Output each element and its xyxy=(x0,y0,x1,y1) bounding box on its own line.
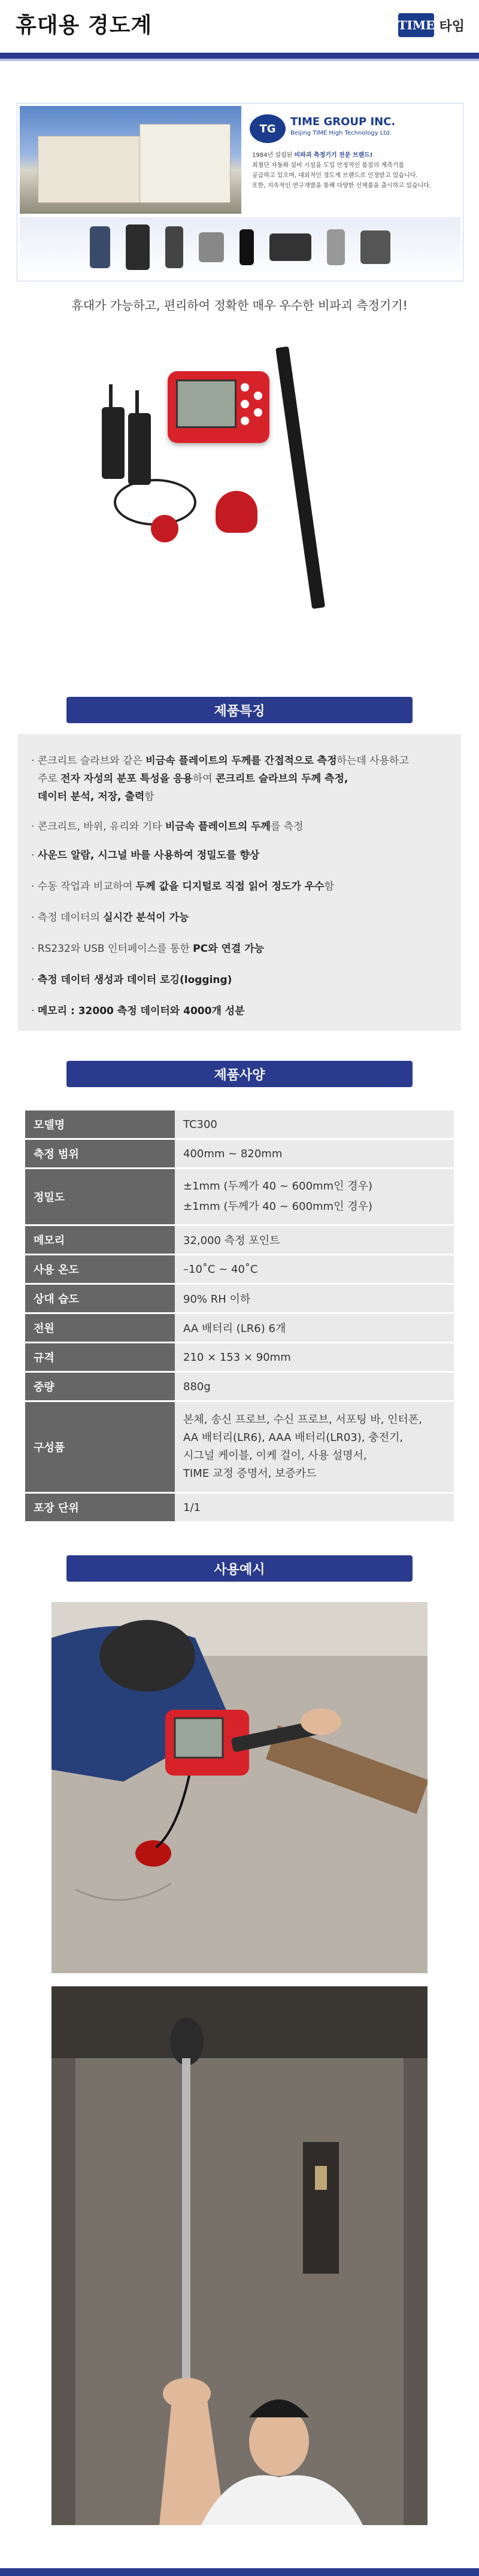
table-row: 규격 210 × 153 × 90mm xyxy=(25,1343,454,1371)
brand xyxy=(398,13,465,37)
header-rule xyxy=(0,53,479,59)
usage-photo-floor xyxy=(51,1602,428,1973)
table-row: 모델명 TC300 xyxy=(25,1110,454,1138)
features-heading: 제품특징 xyxy=(66,697,413,723)
usage-photo-floor-illustration xyxy=(51,1602,428,1973)
feature-item: · 메모리 : 32000 측정 데이터와 4000개 성분 xyxy=(31,1005,245,1017)
usage-photo-ceiling xyxy=(51,1986,428,2525)
company-logo: TG xyxy=(250,114,286,143)
feature-item: · RS232와 USB 인터페이스를 통한 PC와 연결 가능 xyxy=(31,943,265,955)
product-image xyxy=(102,335,377,623)
table-row: 정밀도 ±1mm (두께가 40 ~ 600mm인 경우) ±1mm (두께가 40 ~ 600mm인 경우) xyxy=(25,1169,454,1224)
usage-heading: 사용예시 xyxy=(66,1555,413,1582)
product-lineup xyxy=(20,217,460,277)
footer-rule xyxy=(0,2568,479,2576)
company-banner xyxy=(17,103,463,281)
table-row: 메모리 32,000 측정 포인트 xyxy=(25,1226,454,1254)
spec-table xyxy=(25,1109,454,1523)
usage-photo-ceiling-illustration xyxy=(51,1986,428,2525)
page-title: 휴대용 경도계 xyxy=(16,13,153,38)
table-row: 측정 범위 400mm ~ 820mm xyxy=(25,1140,454,1167)
feature-item: · 수동 작업과 비교하여 두께 값을 디지털로 직접 읽어 정도가 우수함 xyxy=(31,881,334,893)
company-subname: Beijing TIME High Technology Ltd. xyxy=(290,130,392,136)
table-row: 사용 온도 –10˚C ~ 40˚C xyxy=(25,1255,454,1283)
feature-item: · 사운드 알람, 시그널 바를 사용하여 정밀도를 향상 xyxy=(31,849,260,861)
table-row: 포장 단위 1/1 xyxy=(25,1494,454,1521)
features-box xyxy=(18,734,461,1031)
spec-heading: 제품사양 xyxy=(66,1061,413,1087)
company-description: 1984년 설립된 비파괴 측정기기 전문 브랜드! 최첨단 자동화 설비 시설을 도입 안정적인 품질의 계측기를 공급하고 있으며, 대외적인 경도계 브랜드로 인정받고 있습니다. 또한, 지속적인 연구개발을 통해 다양한 신제품을 출시하고 있습니다. xyxy=(252,152,432,189)
building-photo xyxy=(20,106,241,214)
brand-name: 타임 xyxy=(439,19,465,34)
table-row: 전원 AA 배터리 (LR6) 6개 xyxy=(25,1314,454,1342)
table-row: 구성품 본체, 송신 프로브, 수신 프로브, 서포팅 바, 인터폰, AA 배터리(LR6), AAA 배터리(LR03), 충전기, 시그널 케이블, 이케 걸이, 사용 설명서, TIME 교정 증명서, 보증카드 xyxy=(25,1402,454,1492)
company-info xyxy=(245,106,460,214)
feature-item: · 콘크리트 슬라브와 같은 비금속 플레이트의 두께를 간접적으로 측정하는데 사용하고 주로 전자 자성의 분포 특성을 응용하여 콘크리트 슬라브의 두께 측정, 데이터 분석, 저장, 출력함 xyxy=(31,755,409,803)
feature-item: · 콘크리트, 바위, 유리와 기타 비금속 플레이트의 두께를 측정 xyxy=(31,821,304,833)
feature-item: · 측정 데이터의 실시간 분석이 가능 xyxy=(31,912,189,924)
meter-unit xyxy=(168,371,269,443)
brand-logo: TIME xyxy=(398,13,434,37)
header-rule-light xyxy=(0,59,479,61)
table-row: 중량 880g xyxy=(25,1373,454,1400)
company-name: TIME GROUP INC. xyxy=(290,116,396,128)
tagline: 휴대가 가능하고, 편리하여 정확한 매우 우수한 비파괴 측정기기! xyxy=(71,298,408,312)
table-row: 상대 습도 90% RH 이하 xyxy=(25,1285,454,1312)
feature-item: · 측정 데이터 생성과 데이터 로깅(logging) xyxy=(31,974,232,986)
